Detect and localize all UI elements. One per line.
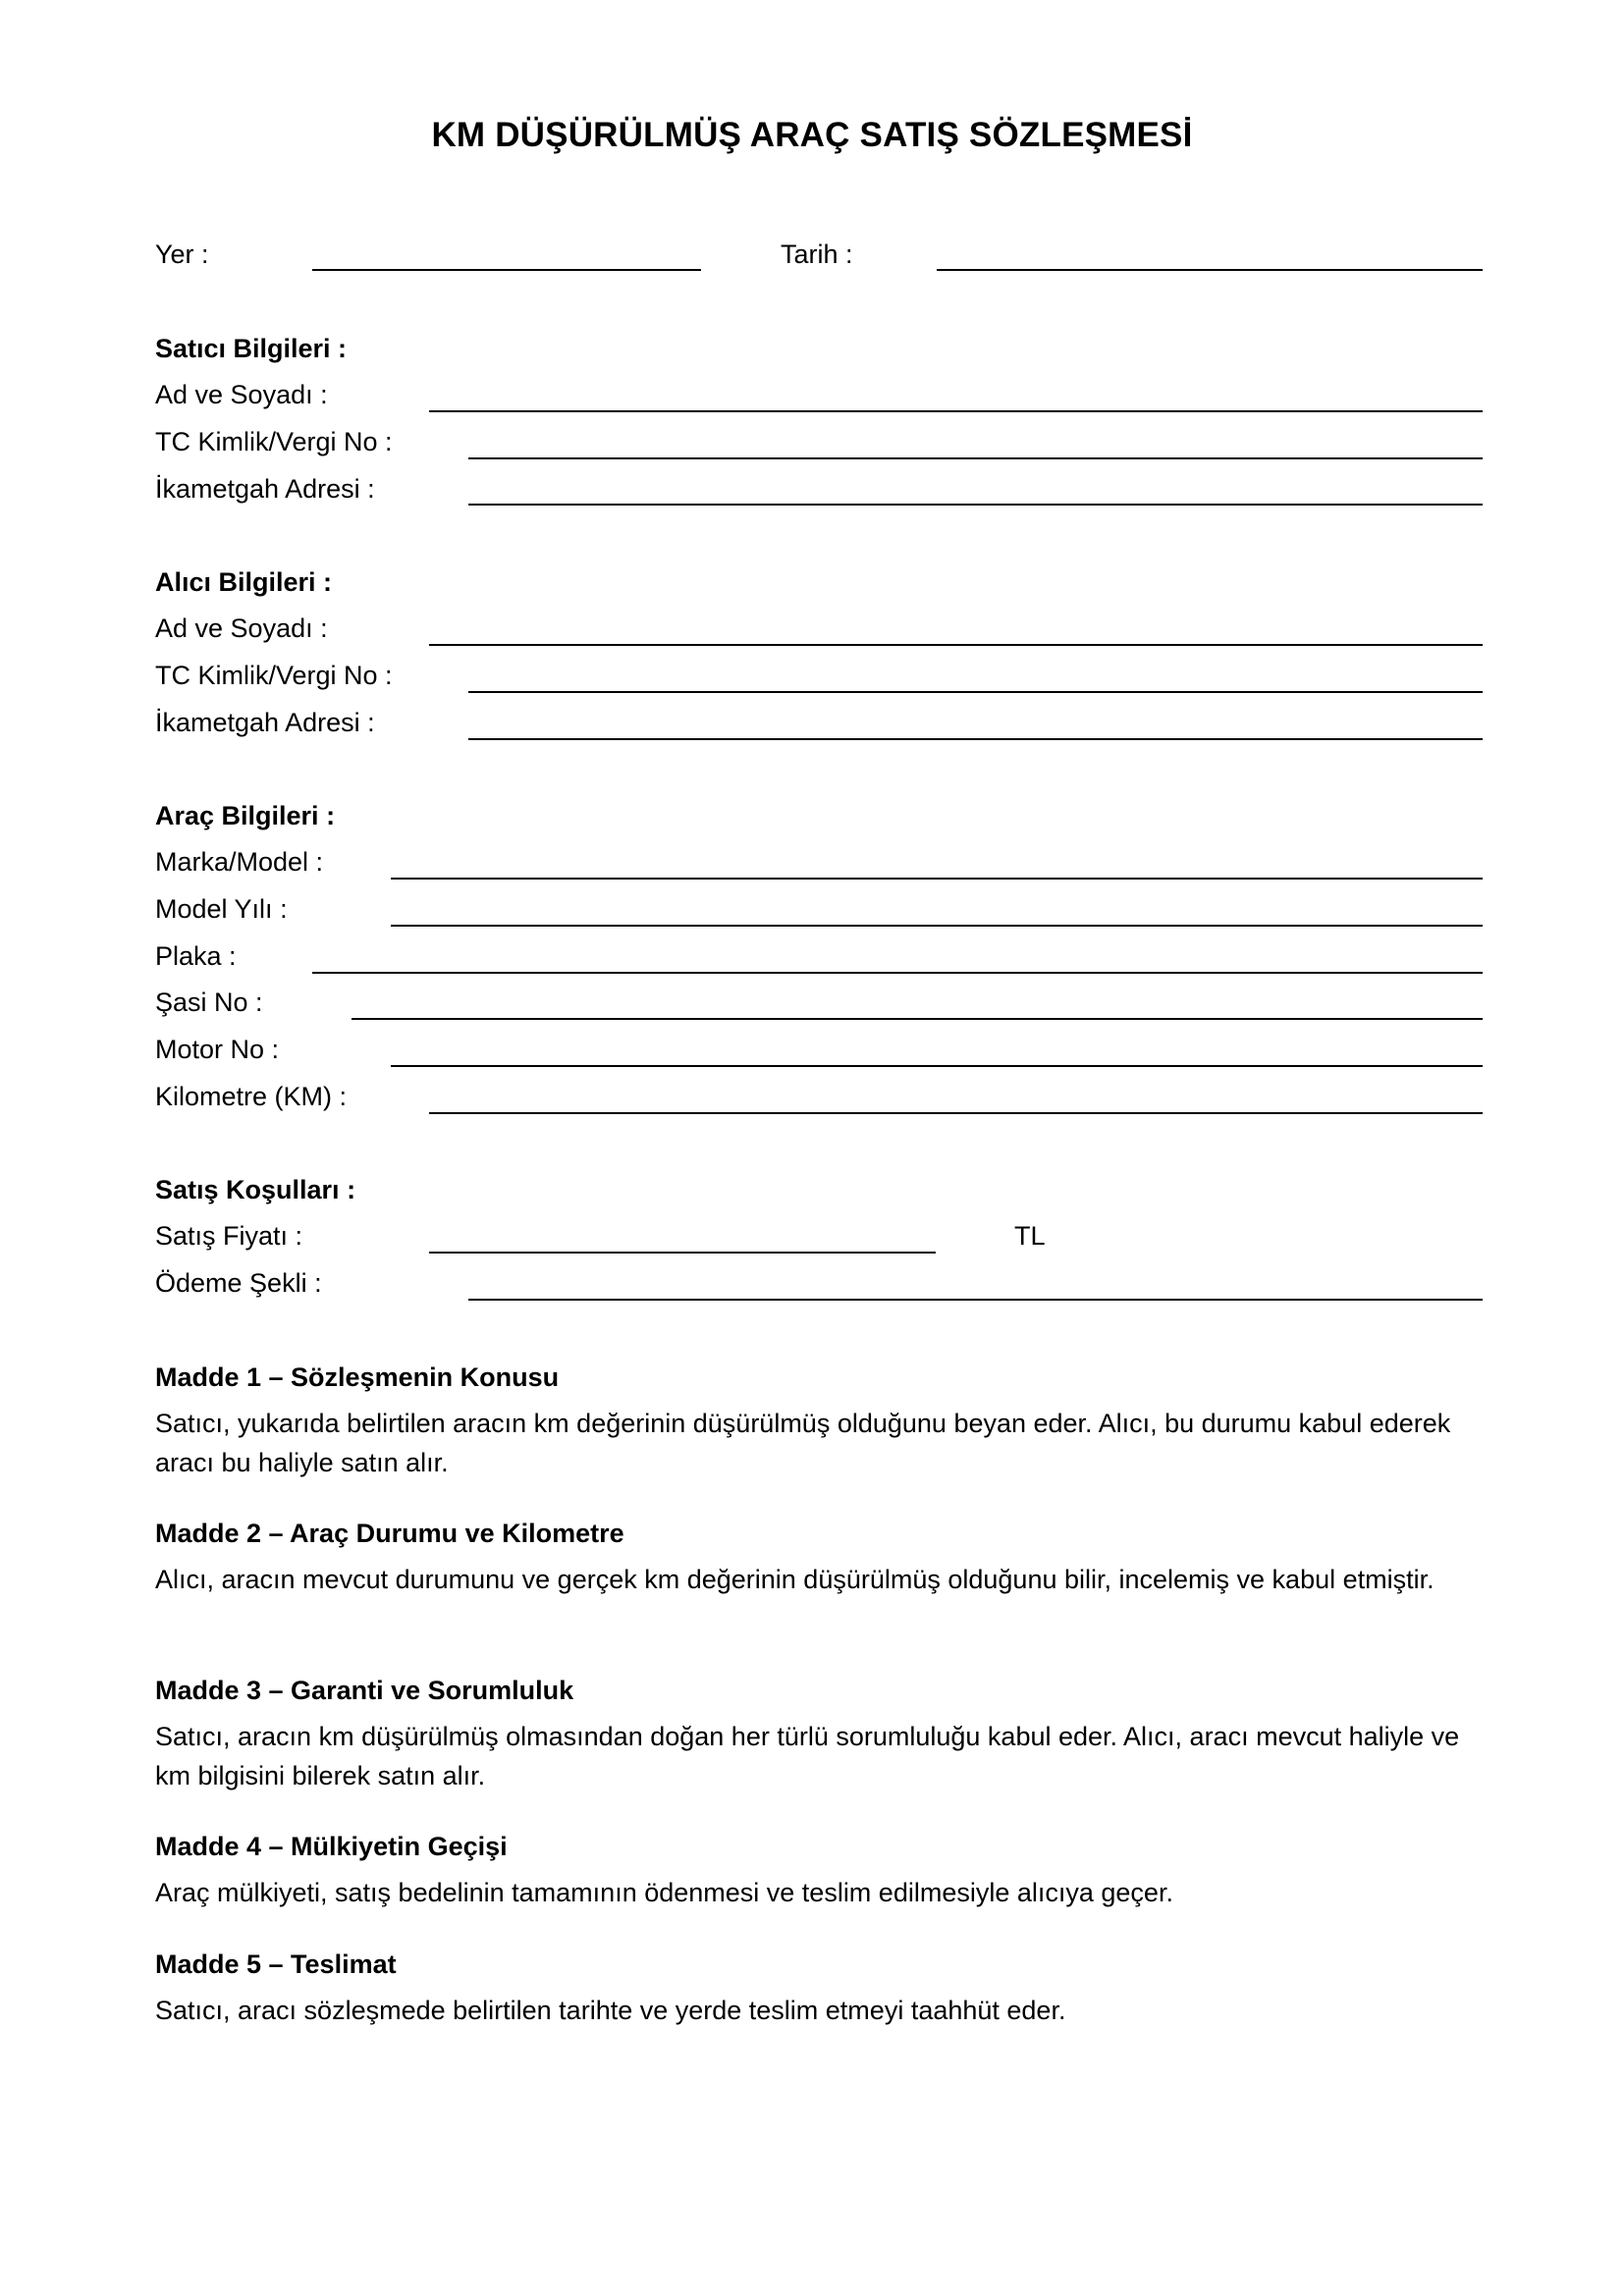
vehicle-km-field-line[interactable] <box>429 1112 1483 1114</box>
article-3-text: Satıcı, aracın km düşürülmüş olmasından doğan her türlü sorumluluğu kabul eder. Alıcı, aracı mevcut haliyle ve km bilgisini bilerek satın alır. <box>155 1722 1460 1790</box>
article-5-text: Satıcı, aracı sözleşmede belirtilen tarihte ve yerde teslim etmeyi taahhüt eder. <box>155 1996 1066 2025</box>
sale-price-label: Satış Fiyatı : <box>155 1221 303 1251</box>
currency-label: TL <box>1014 1221 1046 1251</box>
buyer-section-heading: Alıcı Bilgileri : <box>155 567 333 597</box>
vehicle-chassis-field-line[interactable] <box>352 1018 1483 1020</box>
seller-name-label: Ad ve Soyadı : <box>155 380 328 409</box>
vehicle-model-year-field-line[interactable] <box>391 925 1483 927</box>
place-field-line[interactable] <box>312 269 701 271</box>
vehicle-make-model-field-line[interactable] <box>391 878 1483 880</box>
date-field-line[interactable] <box>937 269 1483 271</box>
article-2-text: Alıcı, aracın mevcut durumunu ve gerçek km değerinin düşürülmüş olduğunu bilir, incelemiş ve kabul etmiştir. <box>155 1565 1435 1594</box>
document-title: KM DÜŞÜRÜLMÜŞ ARAÇ SATIŞ SÖZLEŞMESİ <box>431 116 1193 154</box>
vehicle-chassis-label: Şasi No : <box>155 988 263 1017</box>
vehicle-plate-label: Plaka : <box>155 941 237 971</box>
seller-address-label: İkametgah Adresi : <box>155 474 375 504</box>
buyer-id-label: TC Kimlik/Vergi No : <box>155 661 393 690</box>
article-1-heading: Madde 1 – Sözleşmenin Konusu <box>155 1362 560 1392</box>
article-2-heading: Madde 2 – Araç Durumu ve Kilometre <box>155 1519 624 1548</box>
article-3-heading: Madde 3 – Garanti ve Sorumluluk <box>155 1676 574 1705</box>
article-4-heading: Madde 4 – Mülkiyetin Geçişi <box>155 1832 508 1861</box>
buyer-name-label: Ad ve Soyadı : <box>155 614 328 643</box>
vehicle-make-model-label: Marka/Model : <box>155 847 324 877</box>
seller-address-field-line[interactable] <box>468 504 1483 506</box>
payment-method-label: Ödeme Şekli : <box>155 1268 322 1298</box>
buyer-address-field-line[interactable] <box>468 738 1483 740</box>
sale-terms-section-heading: Satış Koşulları : <box>155 1175 356 1204</box>
seller-id-label: TC Kimlik/Vergi No : <box>155 427 393 456</box>
payment-method-field-line[interactable] <box>468 1299 1483 1301</box>
vehicle-km-label: Kilometre (KM) : <box>155 1082 348 1111</box>
vehicle-model-year-label: Model Yılı : <box>155 894 288 924</box>
buyer-id-field-line[interactable] <box>468 691 1483 693</box>
article-1-text: Satıcı, yukarıda belirtilen aracın km değerinin düşürülmüş olduğunu beyan eder. Alıcı, bu durumu kabul ederek aracı bu haliyle satın alır. <box>155 1409 1451 1477</box>
vehicle-engine-label: Motor No : <box>155 1035 280 1064</box>
buyer-name-field-line[interactable] <box>429 644 1483 646</box>
place-label: Yer : <box>155 240 209 269</box>
vehicle-engine-field-line[interactable] <box>391 1065 1483 1067</box>
vehicle-section-heading: Araç Bilgileri : <box>155 801 336 830</box>
seller-id-field-line[interactable] <box>468 457 1483 459</box>
seller-section-heading: Satıcı Bilgileri : <box>155 334 348 363</box>
date-label: Tarih : <box>781 240 853 269</box>
vehicle-plate-field-line[interactable] <box>312 972 1483 974</box>
article-5-heading: Madde 5 – Teslimat <box>155 1949 397 1979</box>
buyer-address-label: İkametgah Adresi : <box>155 708 375 737</box>
sale-price-field-line[interactable] <box>429 1252 936 1254</box>
seller-name-field-line[interactable] <box>429 410 1483 412</box>
article-4-text: Araç mülkiyeti, satış bedelinin tamamının ödenmesi ve teslim edilmesiyle alıcıya geçer. <box>155 1878 1173 1907</box>
